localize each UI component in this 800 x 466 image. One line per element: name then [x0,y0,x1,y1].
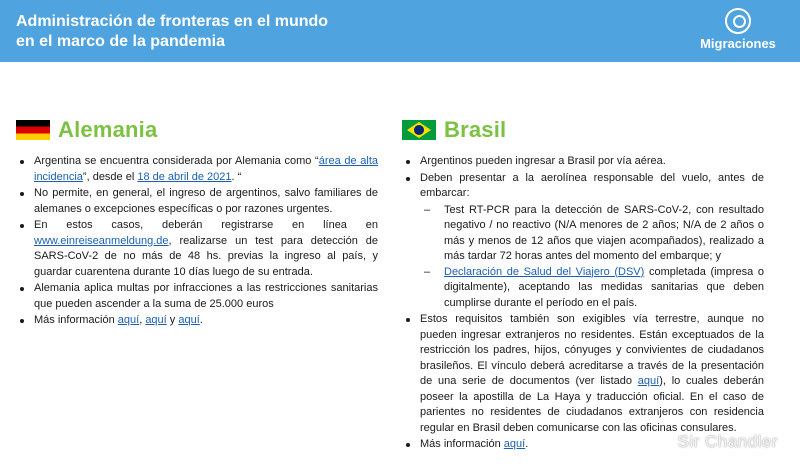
brazil-flag-icon [402,120,436,140]
mas-info-link[interactable]: aquí [503,438,526,450]
text: ), lo cuales deberán poseer la apostilla de La Haya y traducción oficial. En el caso de parientes no residentes de ciudadanos extranjeros con residencia regular en Brasil deben comunicarse con las oficinas consulares. [420,375,764,434]
list-item: Alemania aplica multas por infracciones a las restricciones sanitarias que pueden ascender a la suma de 25.000 euros [16,281,378,312]
brasil-bullet-list [402,154,764,453]
einreiseanmeldung-link[interactable]: www.einreiseanmeldung.de [34,234,169,247]
text: En estos casos, deberán registrarse en línea en [34,219,378,231]
title-line-2: en el marco de la pandemia [16,33,225,50]
migraciones-logo [690,8,786,56]
page-title [16,12,376,52]
mas-info-link-1[interactable]: aquí [117,314,140,326]
list-item: Argentinos pueden ingresar a Brasil por vía aérea. [402,154,764,170]
brasil-sub-list [420,203,764,312]
text: . [525,438,529,450]
germany-flag-icon [16,120,50,140]
text: y [166,314,179,326]
list-item: No permite, en general, el ingreso de argentinos, salvo familiares de alemanes o excepciones específicas o por razones urgentes. [16,186,378,217]
mas-info-link-3[interactable]: aquí [178,314,200,326]
area-alta-incidencia-link[interactable]: área de alta incidencia [34,155,378,183]
mas-info-link-2[interactable]: aquí [145,314,167,326]
dsv-link[interactable]: Declaración de Salud del Viajero (DSV) [444,265,645,278]
list-item [16,154,378,185]
alemania-bullet-list [16,154,378,329]
text: Estos requisitos también son exigibles vía terrestre, aunque no pueden ingresar extranjeros no residentes. Están exceptuados de la restricción los padres, hijos, cónyuges y convivientes de ciudadanos brasileños. El vínculo deberá acreditarse a través de la presentación de una serie de documentos (ver listado [420,313,764,387]
text: Argentina se encuentra considerada por Alemania como “ [34,155,319,167]
fecha-link[interactable]: 18 de abril de 2021 [137,170,232,183]
text: ”, desde el [82,170,138,183]
sub-list-item [420,265,764,312]
text: , realizarse un test para detección de SARS-CoV-2 de no más de 48 hs. previas la ingreso al país, y guardar cuarentena durante 10 días luego de su entrada. [34,234,378,278]
country-name-alemania: Alemania [58,117,158,142]
text: completada (impresa o digitalmente), aceptando las medidas sanitarias que deben cumplirse durante el período en el país. [444,265,764,309]
alemania-heading [16,116,378,144]
list-item [16,313,378,329]
watermark: Sir Chandler [677,432,778,451]
brasil-section [402,116,764,454]
sub-list-item: – Test RT-PCR para la detección de SARS-CoV-2, con resultado negativo / no reactivo (N/A menores de 2 años; N/A de 2 años o más y menos de 12 años que viajen acompañados), realizado a más tardar 72 horas antes del momento del embarque; y [420,203,764,265]
title-line-1: Administración de fronteras en el mundo [16,13,329,30]
list-item [16,218,378,280]
header-banner [0,0,800,62]
text: Más información [34,314,118,326]
list-item [402,171,764,312]
text: . [199,314,203,326]
text: Deben presentar a la aerolínea responsable del vuelo, antes de embarcar: [420,171,764,199]
logo-text: Migraciones [700,36,776,51]
migraciones-emblem-icon [725,8,751,34]
brasil-heading [402,116,764,144]
list-item [402,312,764,436]
text: , [139,314,146,326]
country-name-brasil: Brasil [444,117,507,142]
text: Más información [420,438,504,450]
alemania-section [16,116,378,330]
listado-link[interactable]: aquí [637,375,660,387]
text: . “ [231,170,242,183]
